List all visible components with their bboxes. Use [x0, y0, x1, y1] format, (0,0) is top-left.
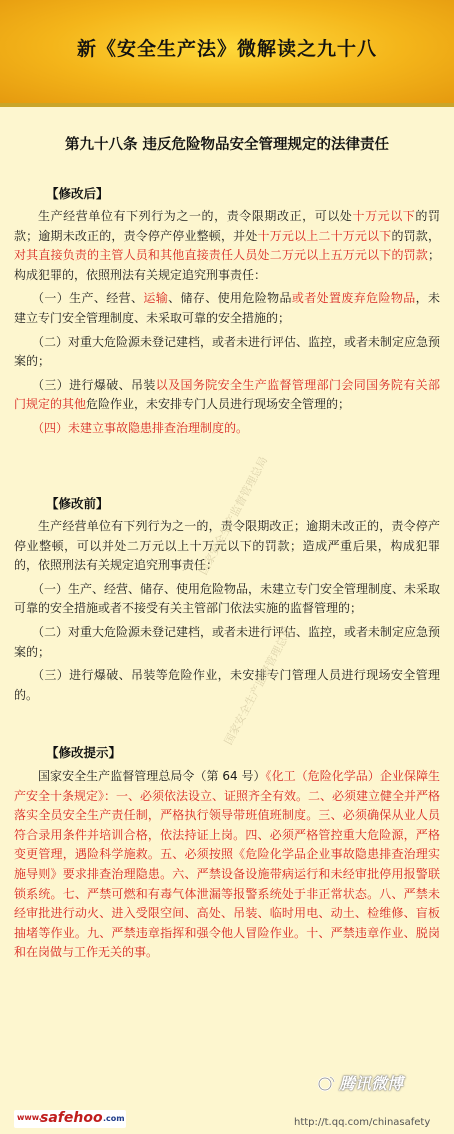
logo-prefix: www.	[17, 1113, 42, 1122]
text-run: 、储存、使用危险物品	[168, 291, 292, 306]
header-banner	[0, 0, 454, 103]
text-run: ；构成犯罪的，依照刑法有关规定追究刑事责任：	[14, 248, 440, 282]
text-run: （三）进行爆破、吊装	[32, 377, 156, 392]
logo-name: safehoo	[40, 1110, 103, 1126]
text-run: 运输	[143, 291, 169, 306]
text-run: 十万元以上二十万元以下	[257, 228, 392, 243]
hint-paragraph	[14, 767, 440, 963]
before-paragraph: 生产经营单位有下列行为之一的，责令限期改正；逾期未改正的，责令停产停业整顿，可以并处二万元以上十万元以下的罚款；造成严重后果，构成犯罪的，依照刑法有关规定追究刑事责任：	[14, 519, 440, 573]
after-item-1	[14, 289, 440, 328]
before-item-1: （一）生产、经营、储存、使用危险物品，未建立专门安全管理制度、未采取可靠的安全措施或者不接受有关主管部门依法实施的监督管理的；	[14, 581, 441, 616]
article-title: 第九十八条 违反危险物品安全管理规定的法律责任	[64, 137, 390, 153]
after-item-4: （四）未建立事故隐患排查治理制度的。	[32, 420, 249, 435]
weibo-link[interactable]: http://t.qq.com/chinasafety	[294, 1117, 431, 1128]
logo-tld: .com	[103, 1114, 125, 1123]
text-run: ，未建立专门安全管理制度、未采取可靠的安全措施的；	[14, 291, 440, 325]
safehoo-logo[interactable]	[14, 1110, 126, 1128]
text-run: 以及国务院安全生产监督管理部门会同国务院有关部门规定的其他	[14, 377, 440, 412]
weibo-brand: 腾讯微博	[339, 1074, 404, 1093]
section-heading-before: 【修改前】	[46, 496, 109, 511]
text-run: 的罚款；逾期未改正的，责令停产停业整顿，并处	[14, 209, 440, 243]
after-item-2: （二）对重大危险源未登记建档，或者未进行评估、监控，或者未制定应急预案的；	[14, 334, 441, 369]
section-heading-hint: 【修改提示】	[46, 745, 122, 760]
after-paragraph	[14, 207, 440, 285]
watermark-text: 国家安全生产监督管理总局	[196, 454, 271, 578]
banner-divider	[0, 103, 454, 107]
before-item-2: （二）对重大危险源未登记建档，或者未进行评估、监控，或者未制定应急预案的；	[14, 624, 441, 659]
section-heading-after: 【修改后】	[46, 186, 109, 201]
text-run: 生产经营单位有下列行为之一的，责令限期改正，可以处	[38, 209, 353, 223]
section-before	[14, 517, 440, 709]
text-run: 《化工（危险化学品）企业保障生产安全十条规定》：一、必须依法设立、证照齐全有效。二、必须建立健全并严格落实全员安全生产责任制，严格执行领导带班值班制度。三、必须确保从业人员符合录用条件并培训合格，依法持证上岗。四、必须严格管控重大危险源，严格变更管理，遇险科学施救。五、必须按照《危险化学品企业事故隐患排查治理实施导则》要求排查治理隐患。六、严禁设备设施带病运行和未经审批停用报警联锁系统。七、严禁可燃和有毒气体泄漏等报警系统处于非正常状态。八、严禁未经审批进行动火、进入受限空间、高处、吊装、临时用电、动土、检维修、盲板抽堵等作业。九、严禁违章指挥和强令他人冒险作业。十、严禁违章作业、脱岗和在岗做与工作无关的事。	[14, 769, 441, 960]
section-after	[14, 207, 440, 443]
text-run: （一）生产、经营、	[32, 291, 144, 306]
text-run: 或者处置废弃危险物品	[291, 291, 416, 306]
text-run: 十万元以下	[352, 209, 416, 223]
text-run: 危险作业，未安排专门人员进行现场安全管理的；	[86, 397, 351, 412]
text-run: 国家安全生产监督管理总局令（第 64 号）	[38, 769, 266, 783]
text-run: 对其直接负责的主管人员和其他直接责任人员处二万元以上五万元以下的罚款	[14, 248, 428, 263]
banner-title: 新《安全生产法》微解读之九十八	[76, 38, 377, 60]
watermark-text: 国家安全生产监督管理总局	[221, 624, 296, 748]
after-item-3	[14, 376, 440, 415]
text-run: 的罚款，	[391, 228, 440, 243]
before-item-3: （三）进行爆破、吊装等危险作业，未安排专门管理人员进行现场安全管理的。	[14, 668, 440, 702]
weibo-icon	[316, 1073, 336, 1093]
section-hint	[14, 767, 440, 963]
